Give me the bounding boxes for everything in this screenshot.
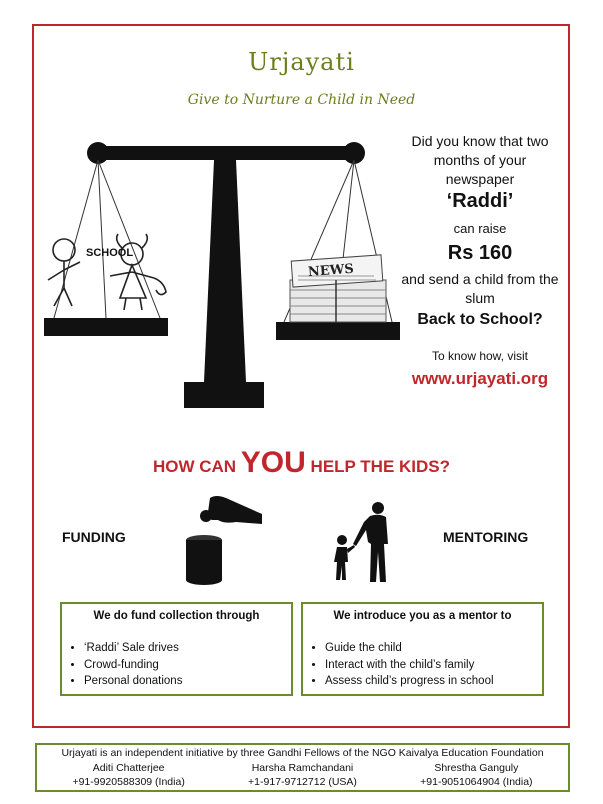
right-pan-label: NEWS <box>307 261 355 280</box>
help-headline-you: YOU <box>240 446 306 479</box>
footer-intro: Urjayati is an independent initiative by three Gandhi Fellows of the NGO Kaivalya Education Foundation <box>61 747 544 759</box>
pitch-intro: Did you know that two months of your newspaper <box>411 133 549 187</box>
help-headline-suffix: HELP THE KIDS? <box>305 457 451 476</box>
scale-base <box>184 382 264 408</box>
help-headline-prefix: HOW CAN <box>152 457 241 476</box>
contact-phone[interactable]: +91-9051064904 (India) <box>420 776 533 788</box>
list-item: • Interact with the child’s family <box>325 657 542 674</box>
funding-list <box>62 640 291 690</box>
balance-scale-illustration <box>36 130 408 415</box>
mentoring-label: MENTORING <box>443 529 529 545</box>
left-pan-label: SCHOOL <box>86 247 134 259</box>
contact-name: Aditi Chatterjee <box>92 761 165 774</box>
list-item: • ‘Raddi’ Sale drives <box>84 640 291 657</box>
pitch-visit: To know how, visit <box>431 349 529 363</box>
scale-beam <box>96 146 358 160</box>
kids-doodle <box>48 234 166 310</box>
contact-name: Harsha Ramchandani <box>251 761 354 774</box>
pitch-back-to-school: Back to School? <box>417 311 543 328</box>
funding-box <box>60 602 293 696</box>
help-headline <box>0 446 603 480</box>
tagline: Give to Nurture a Child in Need <box>187 92 416 108</box>
contact-name: Shrestha Ganguly <box>434 761 519 774</box>
pitch-send: and send a child from the slum <box>401 271 559 306</box>
contact-phone[interactable]: +1-917-9712712 (USA) <box>248 776 357 788</box>
left-pan <box>44 318 168 336</box>
donation-hand-icon <box>180 494 264 586</box>
scale-pillar <box>204 160 246 382</box>
pitch-can-raise: can raise <box>453 221 507 236</box>
list-item: • Assess child’s progress in school <box>325 673 542 690</box>
list-item: • Personal donations <box>84 673 291 690</box>
footer-contacts <box>35 743 570 792</box>
right-pan <box>276 322 400 340</box>
list-item: • Guide the child <box>325 640 542 657</box>
funding-box-title: We do fund collection through <box>93 610 260 622</box>
mentoring-list <box>303 640 542 690</box>
mentor-child-silhouette-icon <box>326 500 396 584</box>
mentoring-box-title: We introduce you as a mentor to <box>333 610 512 622</box>
funding-label: FUNDING <box>62 529 126 545</box>
logo: Urjayati <box>248 48 355 76</box>
pitch-amount: Rs 160 <box>447 242 513 264</box>
contact-phone[interactable]: +91-9920588309 (India) <box>72 776 185 788</box>
pitch-raddi: ‘Raddi’ <box>446 190 514 212</box>
mentoring-box <box>301 602 544 696</box>
website-link[interactable]: www.urjayati.org <box>411 369 549 388</box>
list-item: • Crowd-funding <box>84 657 291 674</box>
